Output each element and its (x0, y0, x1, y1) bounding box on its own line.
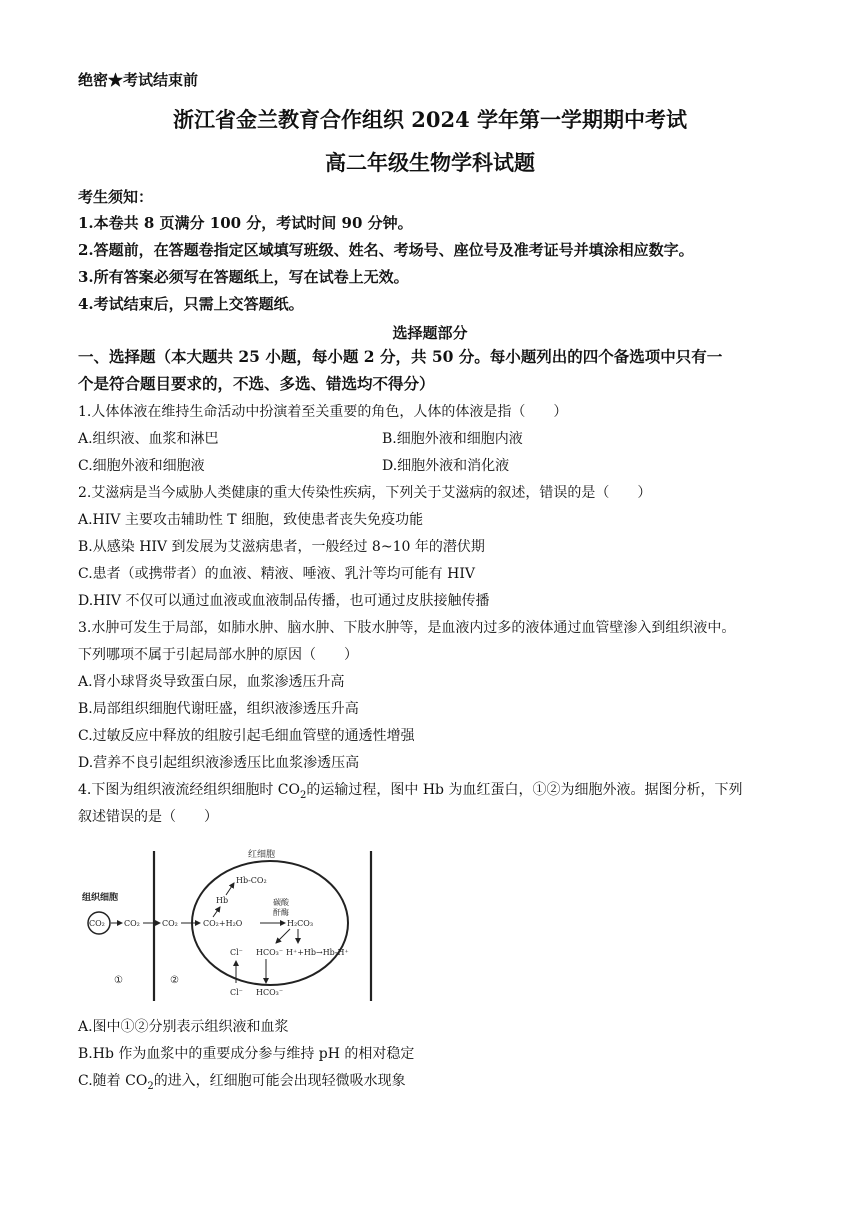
section-instructions: 个是符合题目要求的，不选、多选、错选均不得分） (78, 374, 435, 393)
reaction-label: CO₂+H₂O (203, 919, 243, 928)
question-2-option-a: A.HIV 主要攻击辅助性 T 细胞，致使患者丧失免疫功能 (78, 512, 424, 528)
enzyme-label: 酐酶 (273, 908, 289, 917)
question-1-option-d: D.细胞外液和消化液 (382, 458, 510, 474)
co2-transport-diagram (80, 845, 390, 1005)
question-3-option-d: D.营养不良引起组织液渗透压比血浆渗透压高 (78, 755, 360, 771)
question-2-option-c: C.患者（或携带者）的血液、精液、唾液、乳汁等均可能有 HIV (78, 566, 475, 582)
question-3-option-b: B.局部组织细胞代谢旺盛，组织液渗透压升高 (78, 701, 359, 717)
notice-item: 3.所有答案必须写在答题纸上，写在试卷上无效。 (78, 268, 409, 286)
question-4-option-b: B.Hb 作为血浆中的重要成分参与维持 pH 的相对稳定 (78, 1046, 415, 1062)
question-4-stem (78, 780, 742, 806)
question-3-option-a: A.肾小球肾炎导致蛋白尿，血浆渗透压升高 (78, 674, 345, 690)
hco3-inside-label: HCO₃⁻ (256, 948, 284, 957)
question-1-stem: 1.人体体液在维持生命活动中扮演着至关重要的角色，人体的体液是指（ ） (78, 404, 568, 420)
q4-stem-text: 的运输过程，图中 Hb 为血红蛋白，①②为细胞外液。据图分析，下列 (306, 782, 743, 798)
arrow (226, 883, 234, 895)
question-3-option-c: C.过敏反应中释放的组胺引起毛细血管壁的通透性增强 (78, 728, 415, 744)
hco3-outside-label: HCO₃⁻ (256, 988, 284, 997)
arrow (276, 929, 290, 943)
question-2-option-b: B.从感染 HIV 到发展为艾滋病患者，一般经过 8~10 年的潜伏期 (78, 539, 485, 555)
question-4-option-a: A.图中①②分别表示组织液和血浆 (78, 1019, 289, 1035)
enzyme-label: 碳酸 (273, 898, 289, 907)
q4-option-c-text: C.随着 CO (78, 1073, 148, 1089)
question-4-option-c (78, 1071, 406, 1097)
q4-option-c-text: 的进入，红细胞可能会出现轻微吸水现象 (153, 1073, 406, 1089)
section-instructions: 一、选择题（本大题共 25 小题，每小题 2 分，共 50 分。每小题列出的四个备选项中只有一 (78, 347, 723, 366)
question-2-option-d: D.HIV 不仅可以通过血液或血液制品传播，也可通过皮肤接触传播 (78, 593, 490, 609)
region-1-label: ① (114, 975, 123, 986)
co2-label: CO₂ (124, 919, 140, 928)
h-hb-label: H⁺+Hb→Hb-H⁺ (286, 948, 349, 957)
notice-heading: 考生须知： (78, 188, 154, 206)
notice-item: 2.答题前，在答题卷指定区域填写班级、姓名、考场号、座位号及准考证号并填涂相应数字。 (78, 241, 694, 259)
exam-title: 浙江省金兰教育合作组织 2024 学年第一学期期中考试 (172, 107, 688, 132)
arrow (213, 907, 220, 917)
question-3-stem: 3.水肿可发生于局部，如肺水肿、脑水肿、下肢水肿等，是血液内过多的液体通过血管壁渗入到组织液中。 (78, 620, 736, 636)
question-2-stem: 2.艾滋病是当今威胁人类健康的重大传染性疾病，下列关于艾滋病的叙述，错误的是（ ） (78, 485, 652, 501)
confidential-mark: 绝密★考试结束前 (78, 71, 199, 89)
question-1-option-c: C.细胞外液和细胞液 (78, 458, 205, 474)
cl-outside-label: Cl⁻ (230, 988, 243, 997)
hb-label: Hb (216, 896, 229, 905)
q4-option-c-subscript: 2 (147, 1080, 154, 1092)
question-1-option-b: B.细胞外液和细胞内液 (382, 431, 523, 447)
cl-inside-label: Cl⁻ (230, 948, 243, 957)
q4-stem-text: 4.下图为组织液流经组织细胞时 CO (78, 782, 300, 798)
question-4-stem: 叙述错误的是（ ） (78, 809, 218, 825)
co2-label: CO₂ (162, 919, 178, 928)
question-1-option-a: A.组织液、血浆和淋巴 (78, 431, 219, 447)
question-3-stem: 下列哪项不属于引起局部水肿的原因（ ） (78, 647, 358, 663)
hb-co2-label: Hb-CO₂ (236, 876, 267, 885)
q4-stem-subscript: 2 (300, 789, 307, 801)
part-title: 选择题部分 (392, 324, 468, 342)
notice-item: 4.考试结束后，只需上交答题纸。 (78, 295, 304, 313)
notice-item: 1.本卷共 8 页满分 100 分，考试时间 90 分钟。 (78, 214, 413, 232)
co2-in-tissue-cell: CO₂ (89, 919, 105, 928)
rbc-label: 红细胞 (248, 850, 276, 860)
h2co3-label: H₂CO₃ (287, 919, 314, 928)
region-2-label: ② (170, 975, 179, 986)
tissue-cell-label: 组织细胞 (82, 893, 119, 903)
exam-subtitle: 高二年级生物学科试题 (325, 150, 535, 175)
